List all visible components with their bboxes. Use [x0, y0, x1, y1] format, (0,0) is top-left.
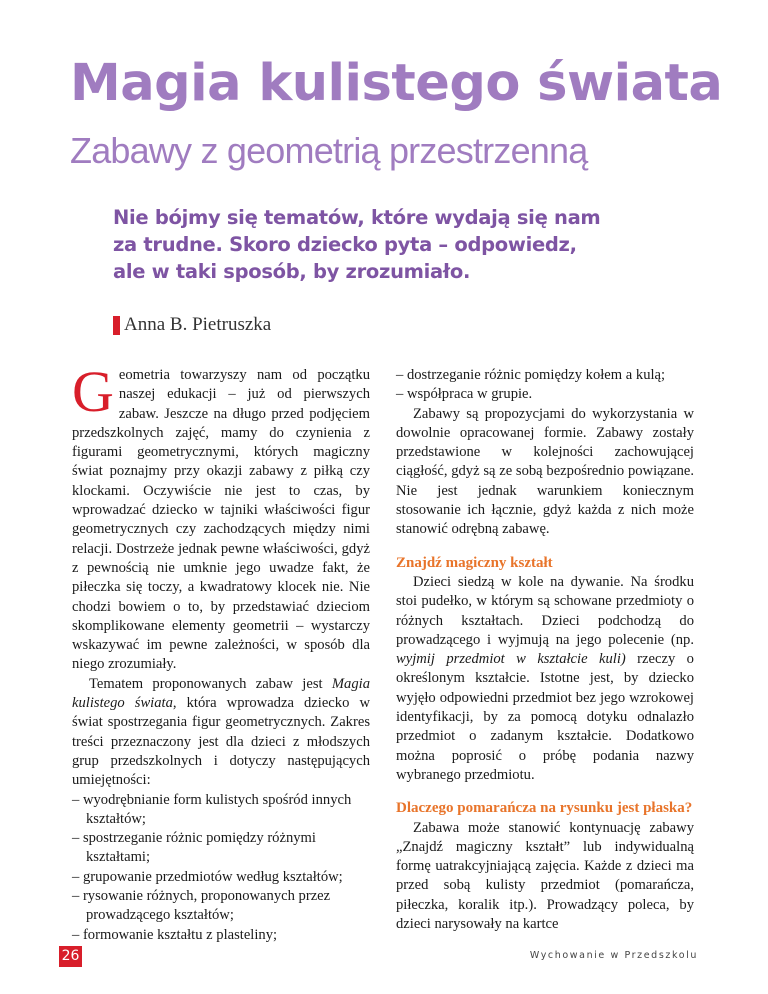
article-title: Magia kulistego świata	[70, 54, 723, 113]
list-item: – współpraca w grupie.	[396, 386, 533, 403]
lead-line-2: za trudne. Skoro dziecko pyta – odpowiedz,	[113, 233, 577, 256]
page-number: 26	[59, 946, 82, 967]
list-item: – rysowanie różnych, proponowanych przez prowadzącego kształtów;	[72, 888, 331, 924]
topic-title-emphasis: Magia kulistego świata	[72, 675, 370, 712]
list-item: – formowanie kształtu z plasteliny;	[72, 926, 278, 943]
right-column	[396, 366, 694, 934]
topic-text-start: Tematem proponowanych zabaw jest	[89, 675, 332, 692]
intro-paragraph	[72, 359, 370, 675]
topic-paragraph	[72, 675, 370, 791]
list-item: – spostrzeganie różnic pomiędzy różnymi kształtami;	[72, 830, 316, 866]
list-item: – wyodrębnianie form kulistych spośród innych kształtów;	[72, 791, 352, 827]
left-column	[72, 359, 370, 945]
skills-list-continued	[396, 366, 694, 405]
article-subtitle: Zabawy z geometrią przestrzenną	[70, 130, 588, 171]
section-heading-magic-shape: Znajdź magiczny kształt	[396, 554, 553, 571]
magic-shape-text-start: Dzieci siedzą w kole na dywanie. Na środku stoi pudełko, w którym są schowane przedmioty o różnych kształtach. Dzieci podchodzą do prowadzącego i wyjmują na jego polecenie (np.	[396, 573, 694, 648]
magic-shape-text-end: rzeczy o określonym kształcie. Istotne jest, by dziecko wyjęło odpowiedni przedmiot bez jego wzrokowej identyfikacji, by za pomocą dotyku odnalazło przedmiot o zadanym kształcie. Dodatkowo można poprosić o próbę podania nazwy wybranego przedmiotu.	[396, 651, 694, 783]
topic-text-end: , która wprowadza dziecko w świat spostrzegania figur geometrycznych. Zakres treści przeznaczony jest dla dzieci z młodszych grup przedszkolnych i dotyczy następujących umiejętności:	[72, 695, 370, 789]
section-heading-orange: Dlaczego pomarańcza na rysunku jest płaska?	[396, 800, 693, 817]
magic-shape-emphasis: wyjmij przedmiot w kształcie kuli)	[396, 651, 626, 668]
list-item: – dostrzeganie różnic pomiędzy kołem a kulą;	[396, 367, 666, 383]
lead-line-3: ale w taki sposób, by zrozumiało.	[113, 260, 471, 283]
list-item: – grupowanie przedmiotów według kształtów;	[72, 868, 343, 885]
magic-shape-paragraph	[396, 573, 694, 785]
drop-cap: G	[72, 359, 114, 424]
lead-line-1: Nie bójmy się tematów, które wydają się nam	[113, 206, 601, 229]
author-name: Anna B. Pietruszka	[124, 314, 272, 335]
skills-list	[72, 791, 370, 945]
intro-text: eometria towarzyszy nam od początku naszej edukacji – już od pierwszych zabaw. Jeszcze na długo przed podjęciem przedszkolnych zajęć, mamy do czynienia z figurami geometrycznymi, których magiczny świat poznajmy przy okazji zabawy z piłką czy klockami. Oczywiście nie jest to czas, by wprowadzać dziecko w tajniki właściwości figur geometrycznych czy zachodzących między nimi relacji. Dostrzeże jednak pewne właściwości, gdyż z pewnością nie umknie jego uwadze fakt, że piłeczka się toczy, a kwadratowy klocek nie. Nie chodzi bowiem o to, by przedstawiać dzieciom skomplikowane elementy geometrii – wystarczy wskazywać im pewne zależności, w sposób dla niego zrozumiały.	[72, 367, 370, 673]
journal-name: Wychowanie w Przedszkolu	[529, 950, 698, 961]
author-marker	[113, 316, 120, 335]
article-lead	[113, 204, 653, 285]
author-byline	[113, 314, 271, 336]
orange-paragraph: Zabawa może stanowić kontynuację zabawy „Znajdź magiczny kształt” lub indywidualną formę uatrakcyjniającą zajęcia. Każde z dzieci ma przed sobą kulisty przedmiot (pomarańcza, piłeczka, koralik itp.). Prowadzący poleca, by dzieci narysowały na kartce	[396, 819, 694, 933]
usage-paragraph: Zabawy są propozycjami do wykorzystania w dowolnie opracowanej formie. Zabawy zostały przedstawione w kolejności zachowującej ciągłość, gdyż są ze sobą bezpośrednio powiązane. Nie jest jednak warunkiem koniecznym stosowanie ich łącznie, gdyż każda z nich może stanowić odrębną zabawę.	[396, 405, 694, 538]
